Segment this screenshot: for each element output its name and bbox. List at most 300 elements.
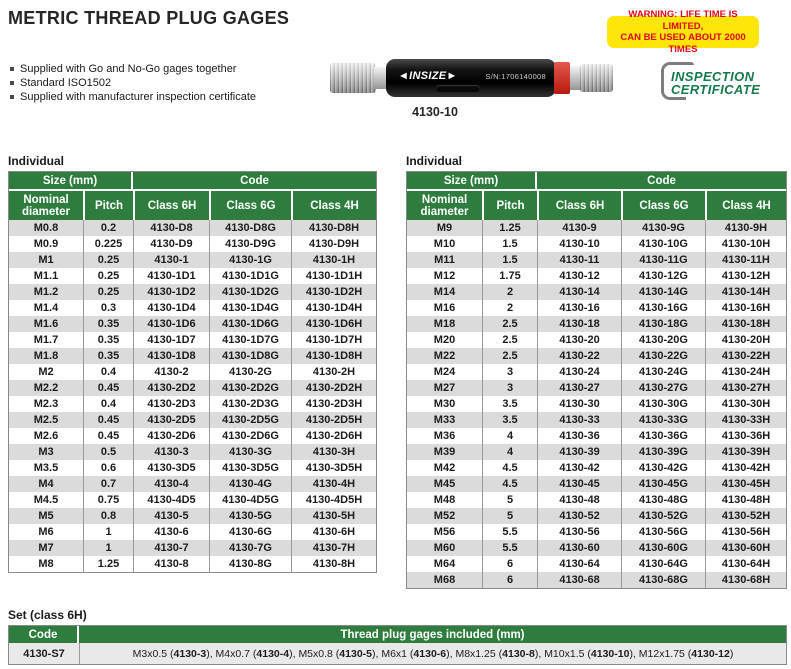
cell: 1.5 bbox=[482, 252, 537, 268]
table-row bbox=[407, 364, 786, 380]
cell: 4130-3 bbox=[133, 444, 209, 460]
cell: M2.5 bbox=[33, 414, 59, 426]
cell: M2 bbox=[38, 366, 54, 378]
cell: 4130-9G bbox=[621, 220, 705, 236]
cell: 4130-2D2H bbox=[291, 380, 376, 396]
table-row bbox=[9, 444, 376, 460]
cell: 0.7 bbox=[83, 476, 133, 492]
table-row bbox=[9, 316, 376, 332]
cell: 4130-45G bbox=[621, 476, 705, 492]
warning-line-2: CAN BE USED ABOUT 2000 TIMES bbox=[620, 32, 746, 55]
cell: M2.2 bbox=[33, 382, 59, 394]
cell: 4130-30G bbox=[621, 396, 705, 412]
cell: 4130-36 bbox=[537, 428, 621, 444]
cell: 4130-2D6H bbox=[291, 428, 376, 444]
table-row bbox=[407, 444, 786, 460]
cell: 4130-2D2G bbox=[209, 380, 291, 396]
cell: 4130-D9G bbox=[209, 236, 291, 252]
cell: 4130-1D6G bbox=[209, 316, 291, 332]
go-gage-thread bbox=[330, 63, 376, 93]
cell: 3 bbox=[482, 364, 537, 380]
cell: 0.35 bbox=[83, 332, 133, 348]
cell: 4130-20 bbox=[537, 332, 621, 348]
collar bbox=[570, 66, 580, 90]
no-go-gage-thread bbox=[580, 64, 613, 92]
table-row bbox=[9, 268, 376, 284]
cell: 0.25 bbox=[83, 284, 133, 300]
cell: 4130-14G bbox=[621, 284, 705, 300]
cell: 4.5 bbox=[482, 476, 537, 492]
header-code-group: Code bbox=[537, 172, 786, 191]
cell: M0.9 bbox=[33, 238, 59, 250]
col-header-nominal-diameter: Nominal diameter bbox=[9, 191, 83, 220]
cell: 4130-22G bbox=[621, 348, 705, 364]
cell: 4130-45H bbox=[705, 476, 786, 492]
cell: 6 bbox=[482, 556, 537, 572]
table-row bbox=[9, 364, 376, 380]
cell: 4130-1D6 bbox=[133, 316, 209, 332]
cell: 4130-1D4 bbox=[133, 300, 209, 316]
cell: 4130-64H bbox=[705, 556, 786, 572]
feature-text: Standard ISO1502 bbox=[20, 77, 112, 89]
cell: 0.35 bbox=[83, 316, 133, 332]
table-row bbox=[9, 524, 376, 540]
table-row bbox=[9, 412, 376, 428]
set-header-included: Thread plug gages included (mm) bbox=[79, 626, 786, 643]
table-row bbox=[407, 460, 786, 476]
cell: 4130-D9H bbox=[291, 236, 376, 252]
table-row bbox=[9, 396, 376, 412]
cell: 4130-12H bbox=[705, 268, 786, 284]
table-row bbox=[407, 252, 786, 268]
cell: 3 bbox=[482, 380, 537, 396]
cell: 0.35 bbox=[83, 348, 133, 364]
table-row bbox=[407, 540, 786, 556]
cell: 4130-11H bbox=[705, 252, 786, 268]
header-size-group: Size (mm) bbox=[9, 172, 133, 191]
feature-item bbox=[10, 90, 256, 104]
cell: 4130-1D4G bbox=[209, 300, 291, 316]
table-row bbox=[407, 236, 786, 252]
table-row bbox=[9, 380, 376, 396]
cell: 0.8 bbox=[83, 508, 133, 524]
table-row bbox=[407, 300, 786, 316]
cell: 4130-D9 bbox=[133, 236, 209, 252]
cell: 1.25 bbox=[83, 556, 133, 572]
cell: M10 bbox=[433, 238, 456, 250]
cell: 4130-45 bbox=[537, 476, 621, 492]
set-code-table bbox=[9, 626, 786, 664]
cell: 4130-6G bbox=[209, 524, 291, 540]
cell: 0.2 bbox=[83, 220, 133, 236]
cell: 4130-18 bbox=[537, 316, 621, 332]
cell: 4130-68G bbox=[621, 572, 705, 588]
cell: 4130-1D1 bbox=[133, 268, 209, 284]
cell: 5.5 bbox=[482, 524, 537, 540]
cell: 4130-2D3 bbox=[133, 396, 209, 412]
cell: 4130-5H bbox=[291, 508, 376, 524]
table-body bbox=[9, 220, 376, 572]
cell: 4130-64G bbox=[621, 556, 705, 572]
table-row bbox=[407, 220, 786, 236]
cell: M1.7 bbox=[33, 334, 59, 346]
set-code-cell: 4130-S7 bbox=[9, 643, 79, 664]
cell: 5.5 bbox=[482, 540, 537, 556]
table-row bbox=[407, 492, 786, 508]
cell: 4130-36H bbox=[705, 428, 786, 444]
col-header-class-4h: Class 4H bbox=[291, 191, 376, 220]
cell: M56 bbox=[433, 526, 456, 538]
table-row bbox=[407, 332, 786, 348]
cell: M1.1 bbox=[33, 270, 59, 282]
cell: 4130-3D5H bbox=[291, 460, 376, 476]
cell: 4130-3H bbox=[291, 444, 376, 460]
cell: 4130-48 bbox=[537, 492, 621, 508]
cell: 4130-2D3H bbox=[291, 396, 376, 412]
table-row bbox=[9, 252, 376, 268]
cell: 4130-39 bbox=[537, 444, 621, 460]
cell: 4130-1D8G bbox=[209, 348, 291, 364]
cell: 4130-18H bbox=[705, 316, 786, 332]
cell: 4130-7H bbox=[291, 540, 376, 556]
set-table bbox=[8, 608, 787, 665]
cell: 0.225 bbox=[83, 236, 133, 252]
col-header-class-6h: Class 6H bbox=[537, 191, 621, 220]
cell: 4130-1D7G bbox=[209, 332, 291, 348]
cell: 0.3 bbox=[83, 300, 133, 316]
cell: M64 bbox=[433, 558, 456, 570]
feature-item bbox=[10, 76, 256, 90]
cell: 2.5 bbox=[482, 332, 537, 348]
cell: 4130-20H bbox=[705, 332, 786, 348]
cell: 0.25 bbox=[83, 252, 133, 268]
cell: M52 bbox=[433, 510, 456, 522]
cell: 4130-11 bbox=[537, 252, 621, 268]
cell: 4130-48H bbox=[705, 492, 786, 508]
table-body bbox=[407, 220, 786, 588]
cell: 4130-36G bbox=[621, 428, 705, 444]
table-row bbox=[9, 300, 376, 316]
cell: 4130-22H bbox=[705, 348, 786, 364]
table-row bbox=[407, 268, 786, 284]
cell: 4130-4G bbox=[209, 476, 291, 492]
table-row bbox=[9, 556, 376, 572]
table-row bbox=[407, 284, 786, 300]
cell: 4130-24 bbox=[537, 364, 621, 380]
cell: M24 bbox=[433, 366, 456, 378]
cell: M4 bbox=[38, 478, 54, 490]
table-row bbox=[9, 332, 376, 348]
feature-text: Supplied with manufacturer inspection certificate bbox=[20, 91, 257, 103]
cell: 4130-1D8 bbox=[133, 348, 209, 364]
warning-line-1: WARNING: LIFE TIME IS LIMITED, bbox=[628, 9, 738, 32]
cell: 4130-1D7 bbox=[133, 332, 209, 348]
individual-table-left bbox=[8, 154, 377, 573]
product-code-caption: 4130-10 bbox=[412, 105, 458, 119]
cell: M27 bbox=[433, 382, 456, 394]
cell: 0.45 bbox=[83, 428, 133, 444]
cell: M30 bbox=[433, 398, 456, 410]
cell: 0.75 bbox=[83, 492, 133, 508]
section-label: Individual bbox=[8, 154, 65, 168]
cell: M48 bbox=[433, 494, 456, 506]
cell: 4130-24H bbox=[705, 364, 786, 380]
cell: 4130-56H bbox=[705, 524, 786, 540]
cell: M2.3 bbox=[33, 398, 59, 410]
table-row bbox=[9, 460, 376, 476]
cell: 4130-10 bbox=[537, 236, 621, 252]
cell: 4130-52 bbox=[537, 508, 621, 524]
table-row bbox=[407, 412, 786, 428]
cell: 4130-2G bbox=[209, 364, 291, 380]
cell: 4130-8G bbox=[209, 556, 291, 572]
cell: 4130-D8 bbox=[133, 220, 209, 236]
cell: 2.5 bbox=[482, 348, 537, 364]
cell: 4130-2D5H bbox=[291, 412, 376, 428]
cell: 4130-2D5 bbox=[133, 412, 209, 428]
cell: 4130-1D1G bbox=[209, 268, 291, 284]
cell: 4130-4D5G bbox=[209, 492, 291, 508]
cell: 4130-D8H bbox=[291, 220, 376, 236]
cell: 4130-2D5G bbox=[209, 412, 291, 428]
cell: 2 bbox=[482, 284, 537, 300]
cell: 4130-3D5 bbox=[133, 460, 209, 476]
cell: 2 bbox=[482, 300, 537, 316]
cell: 4130-12G bbox=[621, 268, 705, 284]
cell: 1.5 bbox=[482, 236, 537, 252]
product-image bbox=[330, 55, 620, 125]
cell: 4130-6H bbox=[291, 524, 376, 540]
cell: 5 bbox=[482, 492, 537, 508]
col-header-pitch: Pitch bbox=[482, 191, 537, 220]
section-label: Individual bbox=[406, 154, 463, 168]
bullet-icon bbox=[10, 81, 14, 85]
set-description-cell: M3x0.5 (4130-3), M4x0.7 (4130-4), M5x0.8 (4130-5), M6x1 (4130-6), M8x1.25 (4130-8), M10x1.5 (4130-10), M12x1.75 (4130-12) bbox=[79, 643, 786, 664]
cell: 0.25 bbox=[83, 268, 133, 284]
cell: M1.8 bbox=[33, 350, 59, 362]
cell: 4130-7 bbox=[133, 540, 209, 556]
table-row bbox=[9, 348, 376, 364]
cell: 4130-9 bbox=[537, 220, 621, 236]
cell: 4130-1H bbox=[291, 252, 376, 268]
cell: 0.45 bbox=[83, 412, 133, 428]
cell: 4130-10G bbox=[621, 236, 705, 252]
feature-list bbox=[10, 62, 256, 104]
cell: M11 bbox=[434, 254, 455, 266]
cell: 4130-1D2H bbox=[291, 284, 376, 300]
cell: M16 bbox=[433, 302, 456, 314]
warning-badge bbox=[607, 9, 759, 55]
table-row bbox=[9, 643, 786, 664]
cell: M42 bbox=[433, 462, 456, 474]
cell: 4130-1D6H bbox=[291, 316, 376, 332]
cell: 4130-42G bbox=[621, 460, 705, 476]
cell: 0.6 bbox=[83, 460, 133, 476]
cell: 4130-2D6 bbox=[133, 428, 209, 444]
cell: 4130-1D2G bbox=[209, 284, 291, 300]
cell: M12 bbox=[433, 270, 456, 282]
cell: M6 bbox=[38, 526, 54, 538]
cell: 4130-1D8H bbox=[291, 348, 376, 364]
cell: 6 bbox=[482, 572, 537, 588]
cell: M3 bbox=[38, 446, 54, 458]
cell: 4130-4H bbox=[291, 476, 376, 492]
table-row bbox=[407, 348, 786, 364]
cell: 4130-4D5H bbox=[291, 492, 376, 508]
certificate-text: INSPECTION CERTIFICATE bbox=[671, 69, 761, 97]
cell: 4130-1D1H bbox=[291, 268, 376, 284]
serial-number: S/N:1706140008 bbox=[485, 72, 546, 81]
bullet-icon bbox=[10, 67, 14, 71]
cell: 3.5 bbox=[482, 396, 537, 412]
table-row bbox=[9, 284, 376, 300]
cell: 4130-5 bbox=[133, 508, 209, 524]
cell: M36 bbox=[433, 430, 456, 442]
gage-handle bbox=[386, 59, 556, 97]
cell: 4130-7G bbox=[209, 540, 291, 556]
bullet-icon bbox=[10, 95, 14, 99]
cell: 4130-33G bbox=[621, 412, 705, 428]
cell: 4130-42H bbox=[705, 460, 786, 476]
cell: 4130-1D7H bbox=[291, 332, 376, 348]
cell: 4130-16G bbox=[621, 300, 705, 316]
cell: 4130-5G bbox=[209, 508, 291, 524]
cell: M3.5 bbox=[33, 462, 59, 474]
cell: 4130-60 bbox=[537, 540, 621, 556]
table-row bbox=[9, 540, 376, 556]
table-row bbox=[407, 572, 786, 588]
cell: 4130-4 bbox=[133, 476, 209, 492]
cell: 4130-56G bbox=[621, 524, 705, 540]
cell: 4130-4D5 bbox=[133, 492, 209, 508]
table-row bbox=[9, 476, 376, 492]
size-code-table bbox=[407, 172, 786, 588]
cell: M22 bbox=[433, 350, 456, 362]
cell: 4130-52G bbox=[621, 508, 705, 524]
col-header-class-6g: Class 6G bbox=[209, 191, 291, 220]
cell: M4.5 bbox=[33, 494, 59, 506]
cell: M8 bbox=[38, 558, 54, 570]
cell: M5 bbox=[38, 510, 54, 522]
cell: 4130-68 bbox=[537, 572, 621, 588]
cell: 4.5 bbox=[482, 460, 537, 476]
table-row bbox=[407, 380, 786, 396]
cell: 4 bbox=[482, 444, 537, 460]
cell: 4130-10H bbox=[705, 236, 786, 252]
cell: 1.25 bbox=[482, 220, 537, 236]
cell: 4130-1G bbox=[209, 252, 291, 268]
table-row bbox=[407, 508, 786, 524]
table-row bbox=[9, 220, 376, 236]
cell: 1.75 bbox=[482, 268, 537, 284]
table-row bbox=[407, 524, 786, 540]
cell: 4130-9H bbox=[705, 220, 786, 236]
cell: 4130-2D3G bbox=[209, 396, 291, 412]
cell: 4130-3G bbox=[209, 444, 291, 460]
cell: 4130-33 bbox=[537, 412, 621, 428]
cell: M0.8 bbox=[33, 222, 59, 234]
header-size-group: Size (mm) bbox=[407, 172, 537, 191]
section-label: Set (class 6H) bbox=[8, 608, 87, 622]
cell: M33 bbox=[433, 414, 456, 426]
cell: 0.4 bbox=[83, 396, 133, 412]
header-code-group: Code bbox=[133, 172, 376, 191]
cell: M45 bbox=[433, 478, 456, 490]
cell: 0.4 bbox=[83, 364, 133, 380]
size-code-table bbox=[9, 172, 376, 572]
no-go-red-ring bbox=[554, 62, 570, 94]
feature-text: Supplied with Go and No-Go gages together bbox=[20, 63, 237, 75]
cell: M7 bbox=[38, 542, 54, 554]
cell: 4130-16 bbox=[537, 300, 621, 316]
table-row bbox=[9, 508, 376, 524]
cell: M1.6 bbox=[33, 318, 59, 330]
cell: 4130-12 bbox=[537, 268, 621, 284]
col-header-class-4h: Class 4H bbox=[705, 191, 786, 220]
col-header-class-6h: Class 6H bbox=[133, 191, 209, 220]
table-row bbox=[9, 236, 376, 252]
cell: 4130-56 bbox=[537, 524, 621, 540]
cell: 4130-8 bbox=[133, 556, 209, 572]
cell: 4130-42 bbox=[537, 460, 621, 476]
page-title: METRIC THREAD PLUG GAGES bbox=[8, 8, 290, 28]
cell: 0.45 bbox=[83, 380, 133, 396]
cell: 4130-30H bbox=[705, 396, 786, 412]
cell: M14 bbox=[433, 286, 456, 298]
individual-table-right bbox=[406, 154, 787, 589]
cell: 4130-27H bbox=[705, 380, 786, 396]
cell: 4130-20G bbox=[621, 332, 705, 348]
cell: 4130-52H bbox=[705, 508, 786, 524]
insize-logo: ◄INSIZE► bbox=[398, 70, 458, 82]
table-row bbox=[407, 428, 786, 444]
cell: M39 bbox=[433, 446, 456, 458]
cell: M1.4 bbox=[33, 302, 59, 314]
cell: M18 bbox=[433, 318, 456, 330]
cell: 4130-11G bbox=[621, 252, 705, 268]
cell: 1 bbox=[83, 540, 133, 556]
cell: 4130-3D5G bbox=[209, 460, 291, 476]
table-row bbox=[407, 476, 786, 492]
table-row bbox=[407, 316, 786, 332]
handle-groove bbox=[436, 85, 480, 92]
cell: 4130-68H bbox=[705, 572, 786, 588]
cell: M1 bbox=[38, 254, 54, 266]
cell: 4130-18G bbox=[621, 316, 705, 332]
cell: 4130-39H bbox=[705, 444, 786, 460]
cell: 4130-1 bbox=[133, 252, 209, 268]
cell: 0.5 bbox=[83, 444, 133, 460]
cell: 4130-1D2 bbox=[133, 284, 209, 300]
cell: 4130-24G bbox=[621, 364, 705, 380]
cell: 4130-14H bbox=[705, 284, 786, 300]
cell: M20 bbox=[433, 334, 456, 346]
table-row bbox=[9, 492, 376, 508]
cell: 4130-2H bbox=[291, 364, 376, 380]
cell: 4130-2 bbox=[133, 364, 209, 380]
table-row bbox=[407, 556, 786, 572]
cell: 4130-30 bbox=[537, 396, 621, 412]
cell: 4130-27G bbox=[621, 380, 705, 396]
cell: 4130-48G bbox=[621, 492, 705, 508]
cell: 4130-2D6G bbox=[209, 428, 291, 444]
cell: 3.5 bbox=[482, 412, 537, 428]
set-header-code: Code bbox=[9, 626, 79, 643]
cell: 4130-16H bbox=[705, 300, 786, 316]
cell: 4130-64 bbox=[537, 556, 621, 572]
table-row bbox=[9, 428, 376, 444]
cell: M9 bbox=[436, 222, 453, 234]
